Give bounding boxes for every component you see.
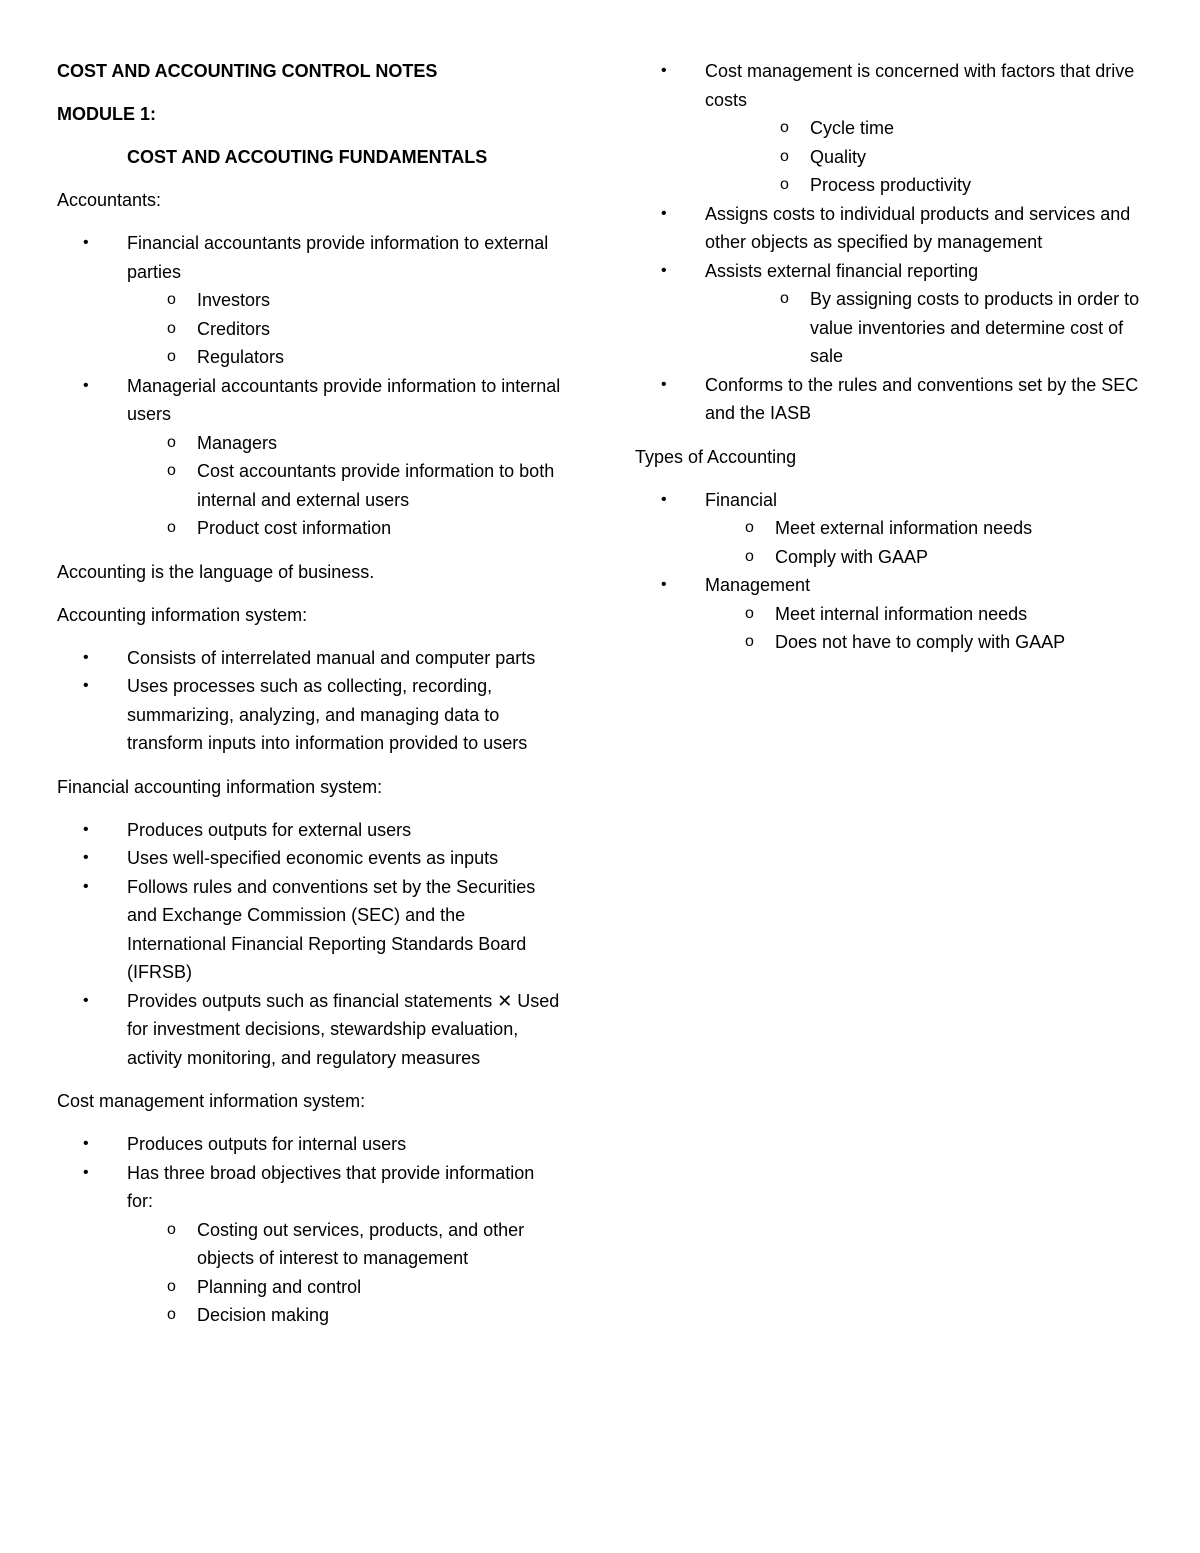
fais-heading: Financial accounting information system:	[57, 776, 383, 797]
fais-list	[57, 816, 562, 1073]
document-title: COST AND ACCOUNTING CONTROL NOTES	[57, 61, 438, 81]
types-list	[635, 486, 1145, 657]
list-item: • Uses processes such as collecting, recording, summarizing, analyzing, and managing data to transform inputs into information provided to users	[57, 672, 562, 758]
sub-bullet-icon: o	[167, 348, 176, 365]
bullet-icon: •	[83, 849, 89, 866]
sub-bullet-icon: o	[167, 291, 176, 308]
sub-list-item: o Cycle time	[705, 114, 1145, 143]
bullet-icon: •	[83, 820, 89, 838]
left-column	[57, 57, 562, 1345]
sub-list-item: o Decision making	[127, 1301, 562, 1330]
list-item: • Uses well-specified economic events as inputs	[57, 844, 562, 873]
sub-list-item: o Quality	[705, 143, 1145, 172]
bullet-icon: •	[661, 375, 667, 393]
sub-bullet-icon: o	[167, 1277, 176, 1295]
cmis-list	[57, 1130, 562, 1330]
sub-list-item: o Cost accountants provide information to both internal and external users	[127, 457, 562, 514]
sub-list-item: o Regulators	[127, 343, 562, 372]
sub-bullet-icon: o	[167, 433, 176, 451]
sub-list-item: o Process productivity	[705, 171, 1145, 200]
list-item: • Produces outputs for external users	[57, 816, 562, 845]
bullet-icon: •	[661, 204, 667, 222]
sub-bullet-icon: o	[745, 519, 754, 536]
list-item: • Consists of interrelated manual and computer parts	[57, 644, 562, 673]
list-item: • Follows rules and conventions set by the Securities and Exchange Commission (SEC) and the International Financial Reporting Standards Board (IFRSB)	[57, 873, 562, 987]
ais-list	[57, 644, 562, 758]
sub-bullet-icon: o	[167, 519, 176, 536]
sub-list-item: o Does not have to comply with GAAP	[705, 628, 1145, 657]
bullet-icon: •	[83, 234, 89, 251]
ais-heading: Accounting information system:	[57, 604, 308, 625]
module-label: MODULE 1:	[57, 104, 156, 124]
list-item: • Managerial accountants provide information to internal users o Managers o Cost accountants provide information to both internal and external users o Product cost information	[57, 372, 562, 543]
bullet-icon: •	[83, 376, 89, 394]
sub-bullet-icon: o	[167, 1220, 176, 1238]
list-item: • Assists external financial reporting o By assigning costs to products in order to value inventories and determine cost of sale	[635, 257, 1145, 371]
sub-list-item: o Comply with GAAP	[705, 543, 1145, 572]
sub-bullet-icon: o	[780, 119, 789, 136]
sub-bullet-icon: o	[745, 604, 754, 622]
list-item: • Provides outputs such as financial statements ✕ Used for investment decisions, stewardship evaluation, activity monitoring, and regulatory measures	[57, 987, 562, 1073]
bullet-icon: •	[661, 62, 667, 79]
sub-bullet-icon: o	[167, 1306, 176, 1323]
sub-list-item: o Meet internal information needs	[705, 600, 1145, 629]
list-item: • Financial o Meet external information needs o Comply with GAAP	[635, 486, 1145, 572]
sub-bullet-icon: o	[780, 290, 789, 307]
sub-bullet-icon: o	[167, 462, 176, 479]
sub-list-item: o Planning and control	[127, 1273, 562, 1302]
list-item: • Conforms to the rules and conventions set by the SEC and the IASB	[635, 371, 1145, 428]
bullet-icon: •	[83, 648, 89, 666]
sub-list-item: o Product cost information	[127, 514, 562, 543]
list-item: • Cost management is concerned with factors that drive costs o Cycle time o Quality o Process productivity	[635, 57, 1145, 200]
bullet-icon: •	[661, 490, 667, 508]
list-item: • Produces outputs for internal users	[57, 1130, 562, 1159]
accountants-list	[57, 229, 562, 543]
bullet-icon: •	[661, 576, 667, 593]
bullet-icon: •	[83, 677, 89, 694]
sub-list-item: o Costing out services, products, and other objects of interest to management	[127, 1216, 562, 1273]
right-column	[635, 57, 1145, 672]
sub-bullet-icon: o	[745, 633, 754, 650]
sub-bullet-icon: o	[780, 176, 789, 193]
accountants-heading: Accountants:	[57, 190, 162, 210]
list-item: • Management o Meet internal information needs o Does not have to comply with GAAP	[635, 571, 1145, 657]
language-statement: Accounting is the language of business.	[57, 561, 375, 582]
cost-management-list	[635, 57, 1145, 428]
sub-list-item: o By assigning costs to products in order to value inventories and determine cost of sale	[705, 285, 1145, 371]
sub-bullet-icon: o	[167, 319, 176, 337]
sub-list-item: o Meet external information needs	[705, 514, 1145, 543]
sub-bullet-icon: o	[780, 147, 789, 165]
cmis-heading: Cost management information system:	[57, 1091, 366, 1111]
sub-list-item: o Investors	[127, 286, 562, 315]
sub-list-item: o Creditors	[127, 315, 562, 344]
bullet-icon: •	[83, 1163, 89, 1181]
bullet-icon: •	[83, 991, 89, 1009]
list-item: • Has three broad objectives that provide information for: o Costing out services, products, and other objects of interest to management o Planning and control o Decision making	[57, 1159, 562, 1330]
list-item: • Assigns costs to individual products and services and other objects as specified by management	[635, 200, 1145, 257]
list-item: • Financial accountants provide information to external parties o Investors o Creditors o Regulators	[57, 229, 562, 372]
sub-list-item: o Managers	[127, 429, 562, 458]
types-heading: Types of Accounting	[635, 446, 797, 467]
bullet-icon: •	[83, 1135, 89, 1152]
section-title: COST AND ACCOUTING FUNDAMENTALS	[127, 147, 488, 167]
sub-bullet-icon: o	[745, 547, 754, 565]
bullet-icon: •	[83, 877, 89, 895]
bullet-icon: •	[661, 261, 667, 279]
